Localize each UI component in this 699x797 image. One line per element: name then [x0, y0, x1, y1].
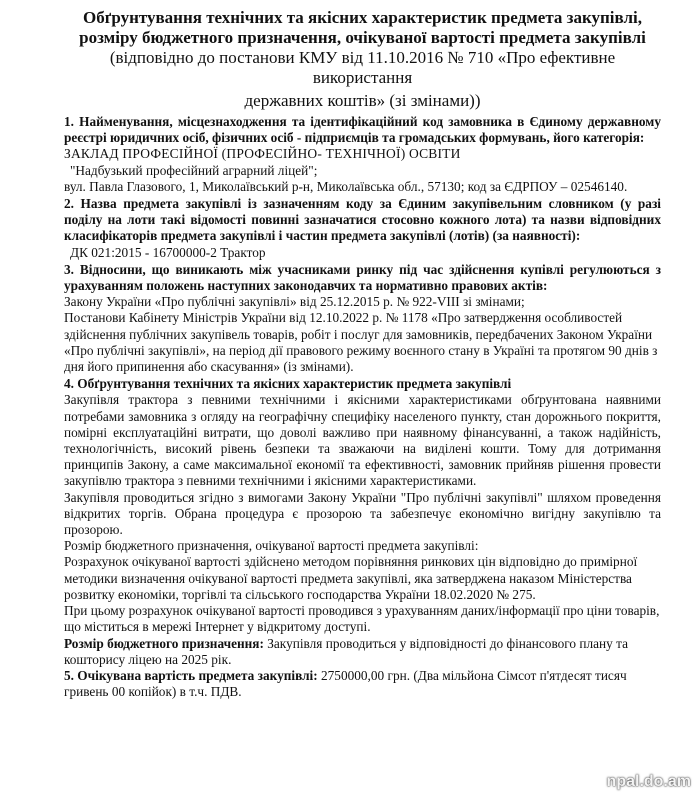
expected-cost-text: 2750000,00 грн. (Два мільйона Сімсот п'ятдесят тисяч гривень 00 копійок) в т.ч. ПДВ.: [64, 667, 627, 700]
expected-cost-label: 5. Очікувана вартість предмета закупівлі:: [64, 667, 318, 683]
section-4-heading: 4. Обґрунтування технічних та якісних характеристик предмета закупівлі: [64, 376, 512, 392]
section-2-heading: 2. Назва предмета закупівлі із зазначенням коду за Єдиним закупівельним словником (у разі поділу на лоти такі відомості повинні зазначатися стосовно кожного лота) та назви відповідних класифікаторів предмета закупівлі і частин предмета закупівлі (лотів) (за наявності):: [64, 196, 661, 244]
customer-address: вул. Павла Глазового, 1, Миколаївський р-н, Миколаївська обл., 57130; код за ЄДРПОУ – 02546140.: [64, 178, 628, 194]
document-title-line-2: розміру бюджетного призначення, очікуваної вартості предмета закупівлі: [79, 28, 646, 47]
section-3-heading: 3. Відносини, що виникають між учасниками ринку під час здійснення купівлі регулюються з урахуванням положень наступних законодавчих та нормативно правових актів:: [64, 261, 661, 294]
site-watermark: npal.do.am: [606, 773, 691, 790]
section-1-heading: 1. Найменування, місцезнаходження та ідентифікаційний код замовника в Єдиному державному реєстрі юридичних осіб, фізичних осіб - підприємців та громадських формувань, його категорія:: [64, 114, 661, 146]
budget-allocation-text: Закупівля проводиться у відповідності до фінансового плану та кошторису ліцею на 2025 рік.: [64, 635, 629, 667]
budget-allocation: [64, 636, 661, 668]
section-4-paragraph-5: При цьому розрахунок очікуваної вартості проводився з урахуванням даних/інформації про ціни товарів, що міститься в мережі Інтернет у відкритому доступі.: [64, 603, 660, 635]
budget-allocation-label: Розмір бюджетного призначення:: [64, 635, 264, 651]
section-4-paragraph-4: Розрахунок очікуваної вартості здійснено методом порівняння ринкових цін відповідно до примірної методики визначення очікуваної вартості предмета закупівлі, яка затверджена наказом Міністерства розвитку економіки, торгівлі та сільського господарства України 18.02.2020 № 275.: [64, 554, 638, 602]
law-reference-1: Закону України «Про публічні закупівлі» від 25.12.2015 р. № 922-VIII зі змінами;: [64, 294, 525, 310]
document-title-line-1: Обґрунтування технічних та якісних характеристик предмета закупівлі,: [83, 8, 642, 27]
document-subtitle-line-2: державних коштів» (зі змінами)): [244, 91, 481, 110]
section-4-paragraph-1: Закупівля трактора з певними технічними і якісними характеристиками обґрунтована наявними потребами замовника з огляду на географічну специфіку населеного пункту, стан дорожнього покриття, помірні експлуатаційні витрати, що доволі важливо при наявному фінансуванні, а також надійність, технологічність, високий рівень безпеки та зважаючи на виділені кошти. Тому для дотримання принципів Закону, а саме максимальної економії та ефективності, замовник прийняв рішення провести закупівлю трактора з певними технічними і якісними характеристиками.: [64, 392, 661, 489]
law-reference-2: Постанови Кабінету Міністрів України від 12.10.2022 р. № 1178 «Про затвердження особливостей здійснення публічних закупівель товарів, робіт і послуг для замовників, передбачених Законом України «Про публічні закупівлі», на період дії правового режиму воєнного стану в Україні та протягом 90 днів з дня його припинення або скасування» (із змінами).: [64, 310, 658, 375]
customer-organization-type: ЗАКЛАД ПРОФЕСІЙНОЇ (ПРОФЕСІЙНО- ТЕХНІЧНОЇ) ОСВІТИ: [64, 146, 461, 162]
section-4-paragraph-2: Закупівля проводиться згідно з вимогами Закону України "Про публічні закупівлі" шляхом проведення відкритих торгів. Обрана процедура є прозорою та забезпечує економічно вигідну закупівлю та прозорою.: [64, 489, 661, 538]
customer-name: "Надбузький професійний аграрний ліцей";: [70, 162, 318, 178]
section-4-paragraph-3: Розмір бюджетного призначення, очікуваної вартості предмета закупівлі:: [64, 538, 479, 554]
procurement-subject-code: ДК 021:2015 - 16700000-2 Трактор: [70, 244, 266, 260]
document-subtitle-line-1: (відповідно до постанови КМУ від 11.10.2016 № 710 «Про ефективне використання: [109, 48, 616, 87]
expected-cost: [64, 668, 661, 700]
